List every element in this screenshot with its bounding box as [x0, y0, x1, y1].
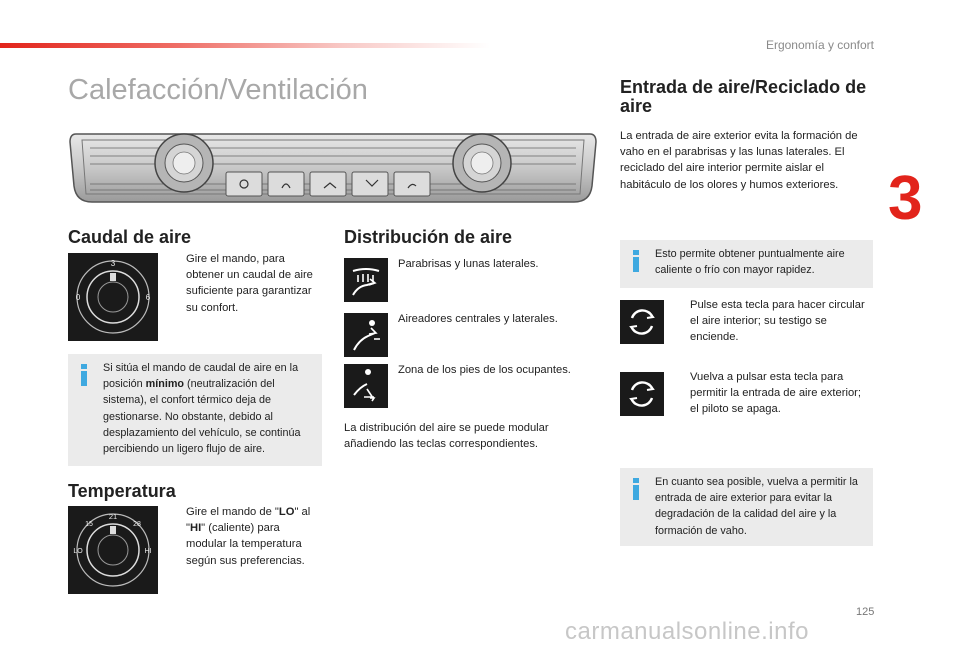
entrada-heading: Entrada de aire/Reciclado de aire — [620, 77, 867, 116]
entrada-bullet-1 — [676, 297, 872, 346]
temp-knob-label-upper-right: 28 — [133, 521, 141, 528]
temperatura-heading: Temperatura — [68, 481, 176, 501]
entrada-info-box-1 — [620, 240, 873, 288]
caudal-bullet-text: Gire el mando, para obtener un caudal de aire suficiente para garantizar su confort. — [186, 253, 313, 314]
header-accent-bar — [0, 43, 490, 48]
fan-knob-label-top: 3 — [110, 259, 116, 268]
entrada-bullet-2 — [676, 369, 872, 418]
temp-knob-label-left: LO — [73, 548, 83, 555]
caudal-bullet — [172, 251, 322, 316]
recirculation-off-icon — [620, 372, 664, 416]
entrada-bullet-1-text: Pulse esta tecla para hacer circular el aire interior; su testigo se enciende. — [690, 299, 865, 344]
temp-knob-label-upper-left: 15 — [85, 521, 93, 528]
climate-panel-illustration — [68, 128, 598, 208]
dist-item-1: Parabrisas y lunas laterales. — [398, 258, 539, 270]
windshield-defrost-icon — [344, 258, 388, 302]
distribucion-heading: Distribución de aire — [344, 227, 513, 247]
dist-item-2: Aireadores centrales y laterales. — [398, 313, 558, 325]
foot-vent-icon — [344, 364, 388, 408]
temperature-knob-image — [68, 506, 158, 594]
entrada-bullet-2-text: Vuelva a pulsar esta tecla para permitir la entrada de aire exterior; el piloto se apaga. — [690, 371, 861, 416]
temperatura-bullet — [172, 504, 322, 569]
caudal-heading: Caudal de aire — [68, 227, 192, 247]
dist-item-3: Zona de los pies de los ocupantes. — [398, 364, 571, 376]
temperatura-bullet-text: Gire el mando de "LO" al "HI" (caliente) para modular la temperatura según sus preferencias. — [186, 506, 311, 567]
entrada-info-1-text: Esto permite obtener puntualmente aire caliente o frío con mayor rapidez. — [655, 248, 845, 277]
temp-knob-label-right: HI — [144, 548, 152, 555]
distribucion-note: La distribución del aire se puede modular añadiendo las teclas correspondientes. — [344, 422, 549, 451]
info-icon — [632, 478, 640, 500]
page-number: 125 — [856, 606, 875, 618]
fan-knob-label-left: 0 — [75, 293, 81, 302]
caudal-info-box — [68, 354, 322, 466]
entrada-info-box-2 — [620, 468, 873, 546]
info-icon — [632, 250, 640, 272]
info-icon — [80, 364, 88, 386]
fan-speed-knob-image — [68, 253, 158, 341]
entrada-intro: La entrada de aire exterior evita la formación de vaho en el parabrisas y las lunas laterales. El reciclado del aire interior permite aislar el habitáculo de los olores y humos exteriores. — [620, 130, 858, 191]
section-header: Ergonomía y confort — [765, 38, 874, 52]
face-vent-icon — [344, 313, 388, 357]
chapter-number: 3 — [888, 164, 923, 233]
fan-knob-label-right: 6 — [145, 293, 151, 302]
caudal-info-bold: mínimo — [145, 378, 185, 391]
recirculation-icon — [620, 300, 664, 344]
entrada-info-2-text: En cuanto sea posible, vuelva a permitir la entrada de aire exterior para evitar la degradación de la calidad del aire y la formación de vaho. — [655, 476, 858, 537]
caudal-info-text: Si sitúa el mando de caudal de aire en la posición mínimo (neutralización del sistema), el confort térmico deja de gestionarse. No obstante, debido al desplazamiento del vehículo, se continúa percibiendo un ligero flujo de aire. — [103, 362, 301, 455]
page-title: Calefacción/Ventilación — [68, 74, 368, 106]
watermark: carmanualsonline.info — [565, 618, 809, 645]
temp-knob-label-top: 21 — [108, 512, 118, 521]
